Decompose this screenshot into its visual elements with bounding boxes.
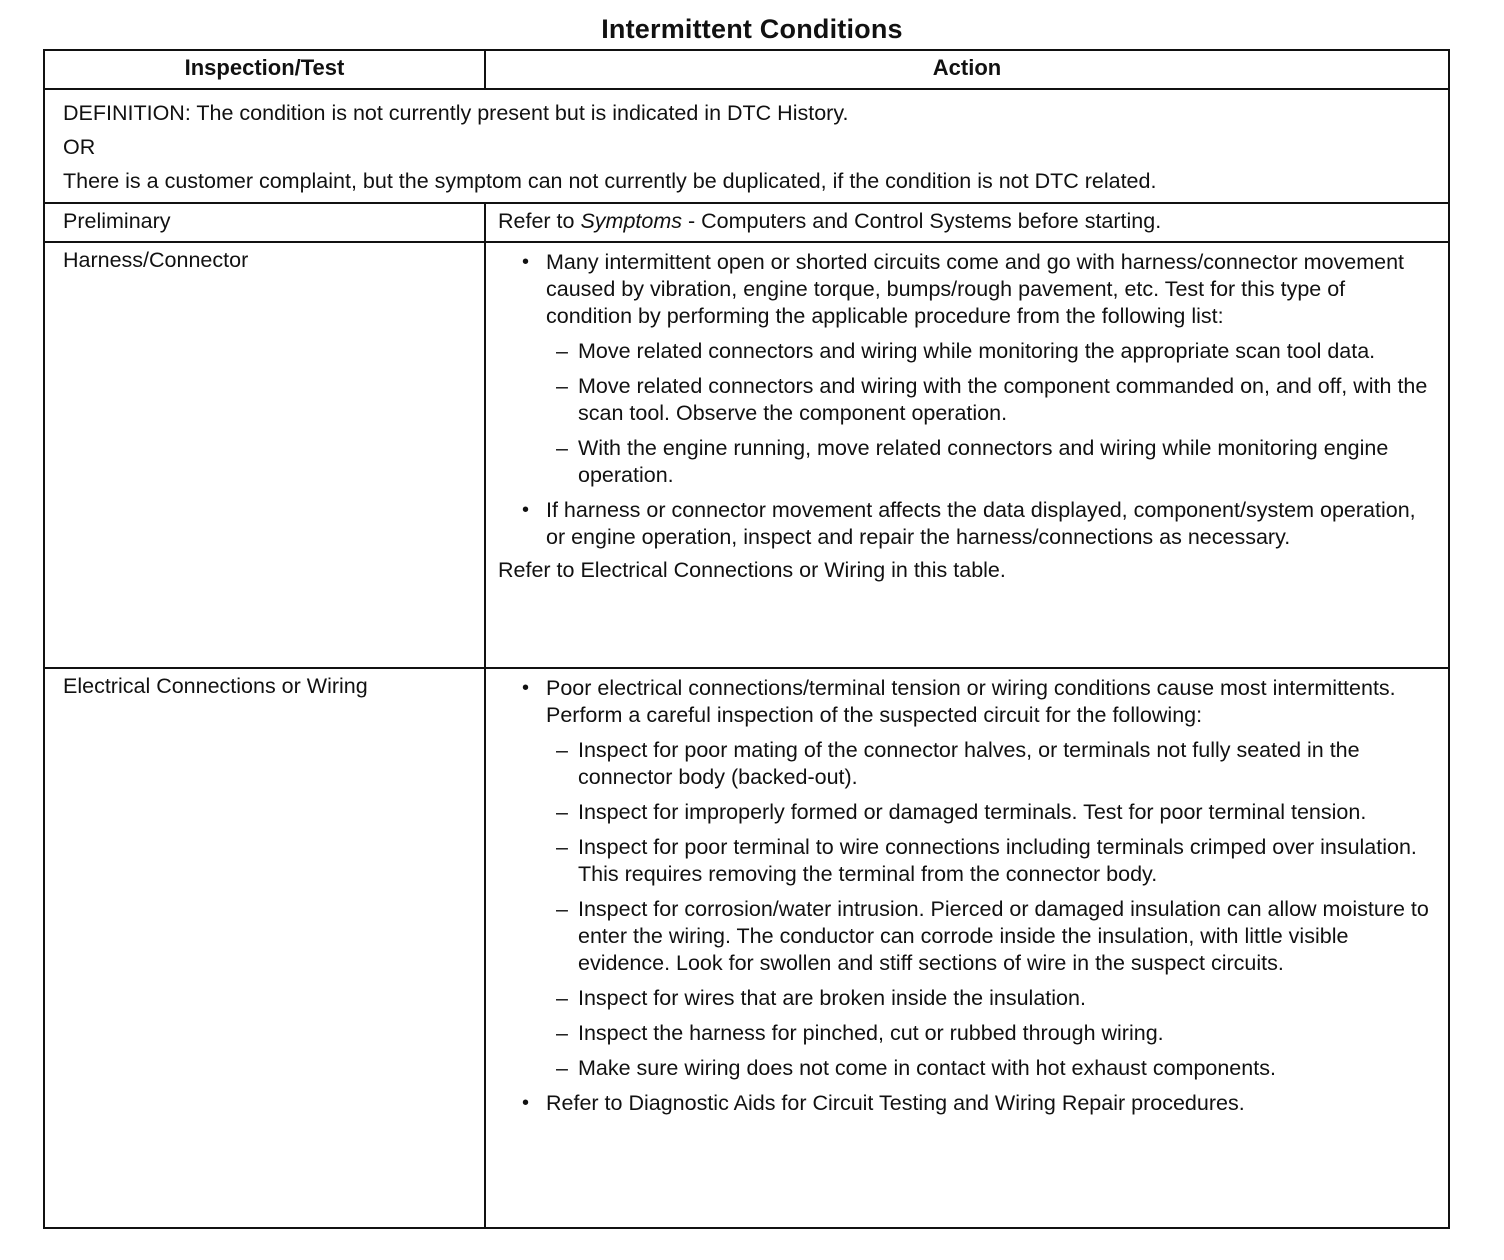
bullet-icon: • [522,677,530,699]
sub-item [546,896,1434,977]
dash-icon: – [556,1021,568,1045]
dash-icon: – [556,897,568,921]
preliminary-text-after: - Computers and Control Systems before starting. [682,209,1162,233]
sub-item-text: Move related connectors and wiring while monitoring the appropriate scan tool data. [578,339,1376,363]
sub-item [546,338,1434,365]
sub-item-text: Inspect for corrosion/water intrusion. Pierced or damaged insulation can allow moisture to enter the wiring. The conductor can corrode inside the insulation, with little visible evidence. Look for swollen and stiff sections of wire in the suspect circuits. [578,897,1429,975]
dash-icon: – [556,436,568,460]
sub-item [546,737,1434,791]
bullet-icon: • [522,499,530,521]
harness-trailing-text: Refer to Electrical Connections or Wiring in this table. [498,558,1006,582]
dash-icon: – [556,835,568,859]
dash-icon: – [556,374,568,398]
sub-item-text: Make sure wiring does not come in contact with hot exhaust components. [578,1056,1276,1080]
bullet-item [498,497,1434,551]
electrical-label: Electrical Connections or Wiring [44,668,485,1228]
electrical-row [44,668,1449,1228]
dash-icon: – [556,1056,568,1080]
harness-bullet-2: If harness or connector movement affects the data displayed, component/system operation, or engine operation, inspect and repair the harness/connections as necessary. [546,498,1416,549]
electrical-bullet-2: Refer to Diagnostic Aids for Circuit Testing and Wiring Repair procedures. [546,1091,1245,1115]
preliminary-text-before: Refer to [498,209,581,233]
header-row [44,50,1449,89]
sub-item [546,1020,1434,1047]
sub-item-text: Inspect the harness for pinched, cut or rubbed through wiring. [578,1021,1164,1045]
electrical-bullet-list [498,675,1434,1117]
definition-line: DEFINITION: The condition is not currently present but is indicated in DTC History. [63,101,849,125]
definition-cell [44,89,1449,203]
harness-sub-list [546,338,1434,489]
harness-label: Harness/Connector [44,242,485,668]
sub-item [546,435,1434,489]
definition-row [44,89,1449,203]
sub-item-text: Inspect for poor terminal to wire connections including terminals crimped over insulation. This requires removing the terminal from the connector body. [578,835,1417,886]
electrical-sub-list [546,737,1434,1082]
harness-action [485,242,1449,668]
sub-item [546,1055,1434,1082]
sub-item [546,373,1434,427]
harness-row [44,242,1449,668]
dash-icon: – [556,800,568,824]
sub-item [546,985,1434,1012]
header-action: Action [485,50,1449,89]
harness-bullet-1: Many intermittent open or shorted circuits come and go with harness/connector movement caused by vibration, engine torque, bumps/rough pavement, etc. Test for this type of condition by performing the applicable procedure from the following list: [546,250,1405,328]
sub-item [546,834,1434,888]
bullet-icon: • [522,251,530,273]
electrical-bullet-1: Poor electrical connections/terminal tension or wiring conditions cause most intermittents. Perform a careful inspection of the suspected circuit for the following: [546,676,1396,727]
header-inspection-test: Inspection/Test [44,50,485,89]
bullet-icon: • [522,1092,530,1114]
page-title: Intermittent Conditions [601,14,903,44]
harness-bullet-list [498,249,1434,551]
dash-icon: – [556,986,568,1010]
dash-icon: – [556,339,568,363]
sub-item-text: Inspect for poor mating of the connector halves, or terminals not fully seated in the connector body (backed-out). [578,738,1360,789]
sub-item-text: Inspect for improperly formed or damaged terminals. Test for poor terminal tension. [578,800,1367,824]
bullet-item [498,1090,1434,1117]
bullet-item [498,249,1434,489]
sub-item-text: Move related connectors and wiring with the component commanded on, and off, with the scan tool. Observe the component operation. [578,374,1428,425]
preliminary-action [485,203,1449,242]
bullet-item [498,675,1434,1082]
preliminary-symptoms-italic: Symptoms [580,209,683,233]
definition-or: OR [63,135,96,159]
definition-complaint: There is a customer complaint, but the symptom can not currently be duplicated, if the condition is not DTC related. [63,169,1157,193]
preliminary-label: Preliminary [44,203,485,242]
electrical-action [485,668,1449,1228]
sub-item-text: With the engine running, move related connectors and wiring while monitoring engine operation. [578,436,1389,487]
sub-item-text: Inspect for wires that are broken inside the insulation. [578,986,1086,1010]
dash-icon: – [556,738,568,762]
sub-item [546,799,1434,826]
intermittent-conditions-table [43,49,1450,1229]
preliminary-row [44,203,1449,242]
